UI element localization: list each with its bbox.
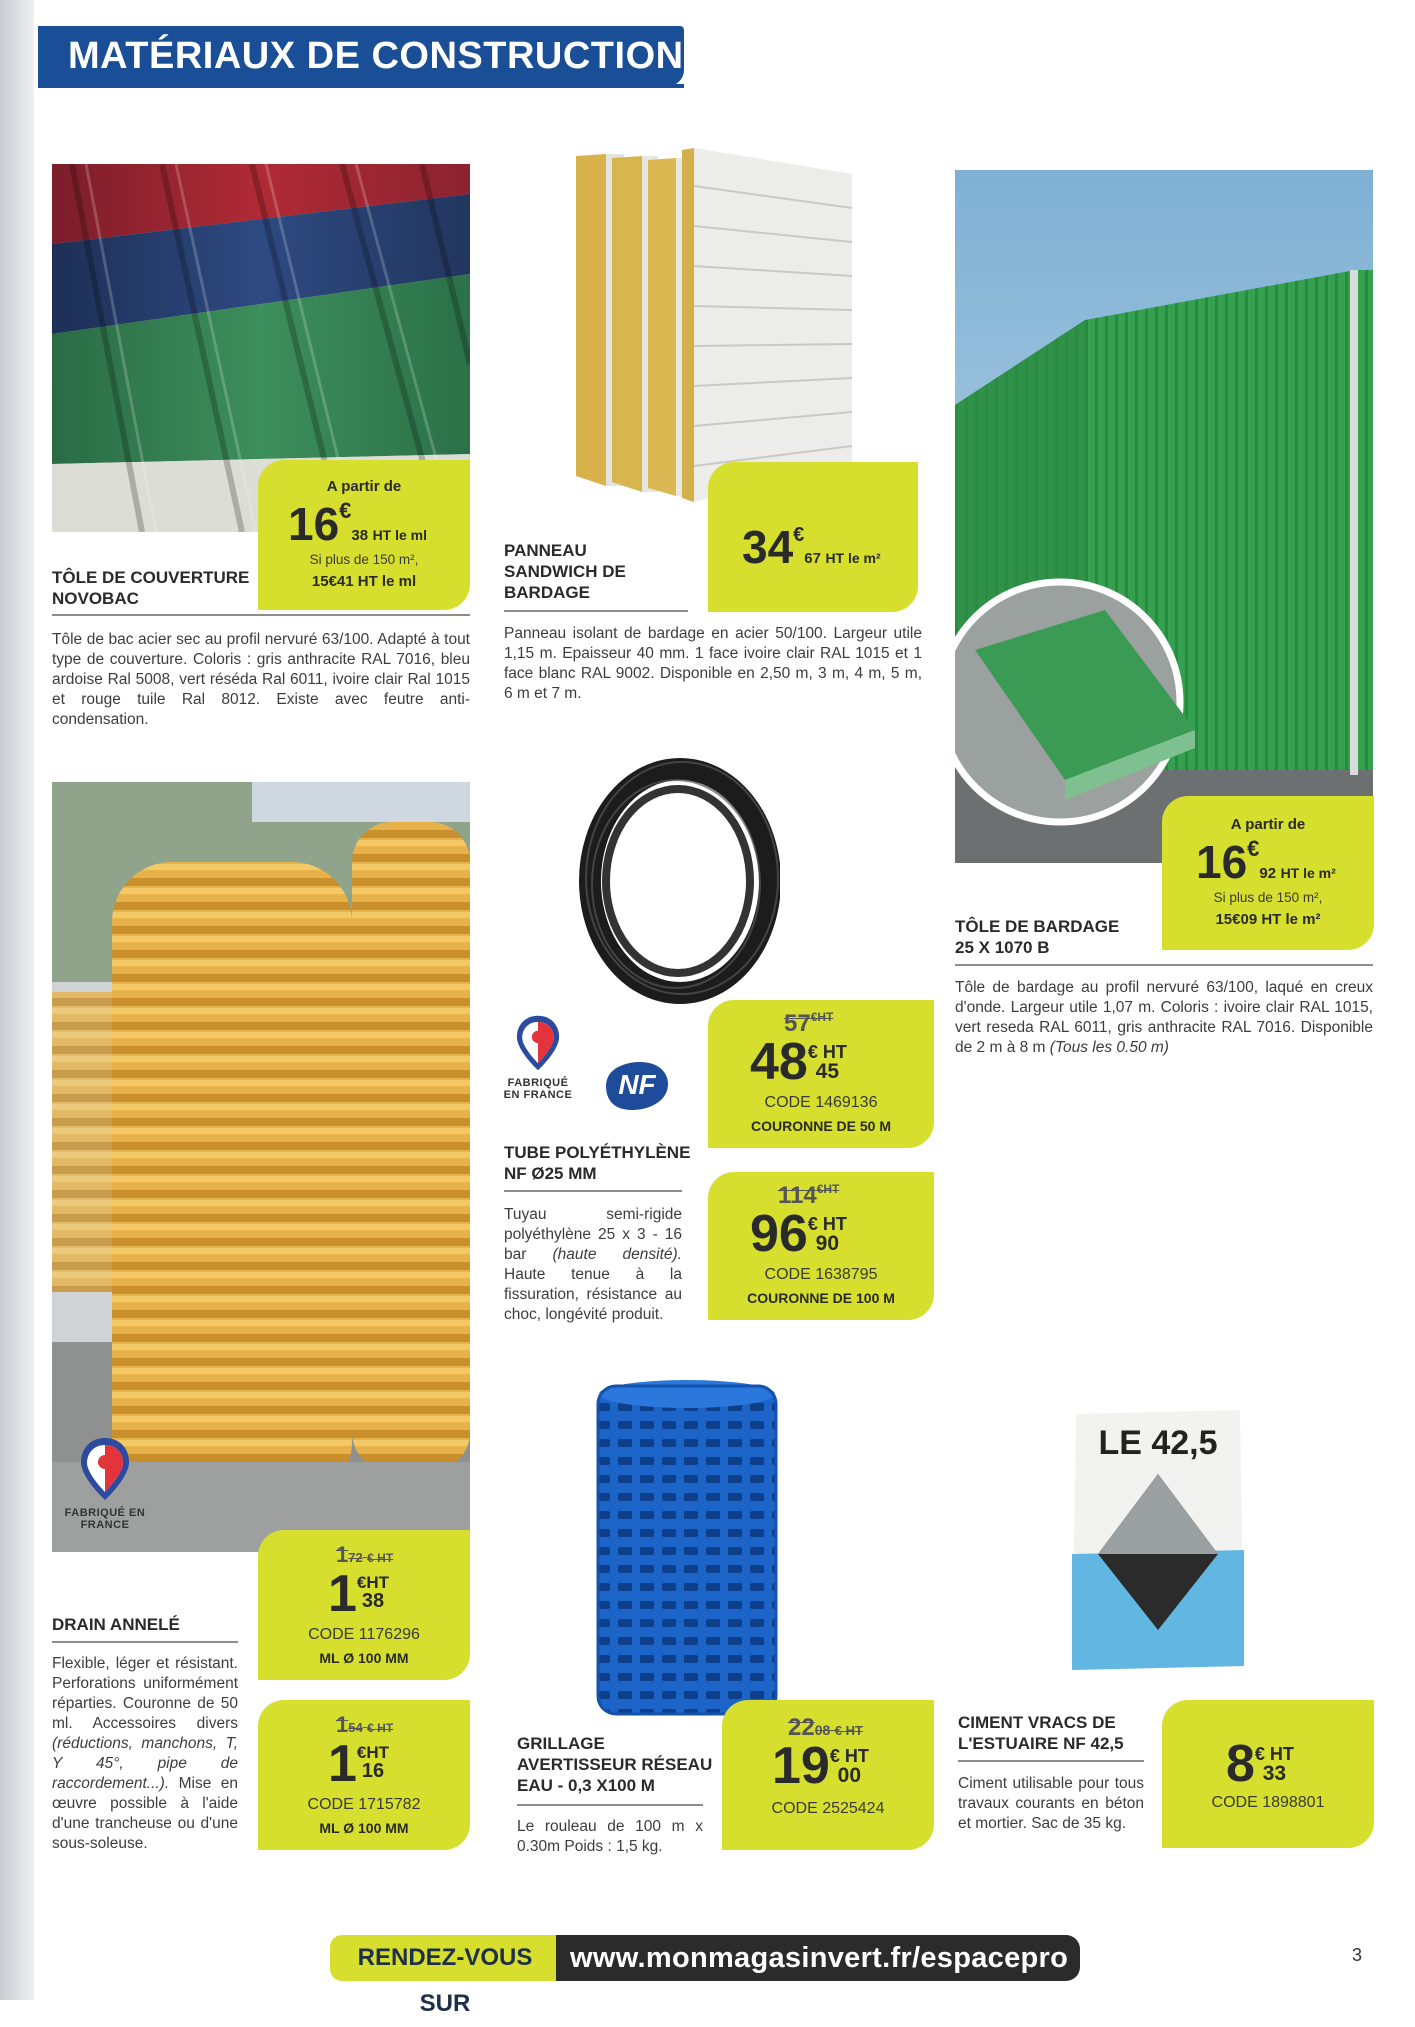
new-price: 19 € HT 00	[772, 1737, 869, 1795]
new-price: 8 € HT 33	[1226, 1735, 1294, 1793]
tole-bardage-title: TÔLE DE BARDAGE 25 X 1070 B	[955, 917, 1120, 957]
from-label: A partir de	[326, 478, 402, 495]
tole-couverture-price-badge	[258, 460, 470, 610]
location-pin-icon	[513, 1014, 563, 1072]
nf-logo: NF	[596, 1058, 672, 1114]
tube-pe-title: TUBE POLYÉTHYLÈNE NF Ø25 MM	[504, 1143, 691, 1183]
footer-banner	[330, 1935, 1080, 2017]
panneau-sandwich-title: PANNEAU SANDWICH DE BARDAGE	[504, 541, 626, 602]
drain-made-in-france: FABRIQUÉ EN FRANCE	[60, 1436, 150, 1531]
new-price: 1 €HT 38	[328, 1565, 390, 1623]
grillage-description: Le rouleau de 100 m x 0.30m Poids : 1,5 kg.	[517, 1818, 703, 1855]
location-pin-icon	[77, 1436, 133, 1502]
main-price: 16€92 HT le m²	[1196, 836, 1336, 888]
panneau-sandwich-description: Panneau isolant de bardage en acier 50/100. Largeur utile 1,15 m. Epaisseur 40 mm. 1 face ivoire clair RAL 1015 et 1 face blanc RAL 9002. Disponible en 2,50 m, 3 m, 4 m, 5 m, 6 m et 7 m.	[504, 625, 922, 702]
ciment-bag-photo	[1068, 1404, 1248, 1676]
bag-label: LE 42,5	[1098, 1424, 1218, 1462]
new-price: 96 € HT 90	[750, 1205, 847, 1263]
new-price: 1 €HT 16	[328, 1735, 390, 1793]
panneau-sandwich-price-badge	[708, 462, 918, 612]
tube-offer-2-badge	[708, 1172, 934, 1320]
grillage-photo	[592, 1380, 782, 1720]
tole-couverture-description: Tôle de bac acier sec au profil nervuré 63/100. Adapté à tout type de couverture. Coloris : gris anthracite RAL 7016, bleu ardoise Ral 5008, vert réséda Ral 6011, ivoire clair Ral 1015 et rouge tuile Ral 8012. Existe avec feutre anti-condensation.	[52, 631, 470, 728]
tube-offer-1-badge	[708, 1000, 934, 1148]
quantity-note: Si plus de 150 m²,	[1213, 890, 1323, 905]
product-size: ML Ø 100 MM	[319, 1820, 409, 1836]
tube-made-in-france: FABRIQUÉ EN FRANCE	[498, 1014, 578, 1101]
product-code: CODE 1176296	[308, 1626, 420, 1643]
main-price: 34€67 HT le m²	[742, 521, 881, 573]
quantity-note: Si plus de 150 m²,	[309, 552, 419, 567]
grillage-offer-badge	[722, 1700, 934, 1850]
product-code: CODE 1715782	[307, 1796, 421, 1813]
tole-bardage-photo	[955, 170, 1373, 863]
product-code: CODE 2525424	[771, 1800, 885, 1817]
drain-divider	[52, 1641, 238, 1643]
tube-pe-photo	[570, 756, 780, 1006]
old-price: 2208 € HT	[788, 1714, 863, 1741]
tole-bardage-price-badge	[1162, 796, 1374, 950]
product-code: CODE 1898801	[1211, 1794, 1325, 1811]
old-price: $114^{€HT}$	[778, 1182, 840, 1209]
drain-offer-1-badge	[258, 1530, 470, 1680]
bulk-price: 15€41 HT le ml	[311, 573, 417, 590]
grillage-divider	[517, 1804, 703, 1806]
tube-pe-description: Tuyau semi-rigide polyéthylène 25 x 3 - 16 bar (haute densité). Haute tenue à la fissuration, résistance au choc, longévité produit.	[504, 1206, 682, 1323]
page-number: 3	[1352, 1945, 1363, 1965]
product-size: COURONNE DE 100 M	[747, 1290, 895, 1306]
footer-url-link[interactable]: www.monmagasinvert.fr/espacepro	[556, 1935, 1080, 1981]
ciment-title: CIMENT VRACS DE L'ESTUAIRE NF 42,5	[958, 1713, 1124, 1753]
page-title: MATÉRIAUX DE CONSTRUCTION	[38, 26, 684, 86]
ciment-description: Ciment utilisable pour tous travaux courants en béton et mortier. Sac de 35 kg.	[958, 1775, 1144, 1832]
ciment-divider	[958, 1760, 1144, 1762]
tole-bardage-divider	[955, 964, 1373, 966]
product-code: CODE 1469136	[764, 1094, 878, 1111]
new-price: 48 € HT 45	[750, 1033, 847, 1091]
panneau-sandwich-divider	[504, 610, 688, 612]
old-price: 154 € HT	[336, 1712, 394, 1737]
product-size: COURONNE DE 50 M	[750, 1118, 892, 1134]
drain-description: Flexible, léger et résistant. Perforations uniformément réparties. Couronne de 50 ml. Accessoires divers (réductions, manchons, T, Y 45°, pipe de raccordement...). Mise en œuvre possible à l'aide d'une trancheuse ou d'une sous-soleuse.	[52, 1655, 238, 1852]
tole-couverture-title: TÔLE DE COUVERTURE NOVOBAC	[52, 568, 250, 608]
footer-label: RENDEZ-VOUS SUR	[330, 1935, 560, 1981]
tole-couverture-divider	[52, 614, 470, 616]
old-price: 172 € HT	[336, 1542, 394, 1567]
old-price: $57^{€HT}$	[784, 1010, 834, 1037]
product-size: ML Ø 100 MM	[319, 1650, 409, 1666]
ciment-offer-badge	[1162, 1700, 1374, 1848]
bulk-price: 15€09 HT le m²	[1215, 911, 1321, 928]
panneau-sandwich-photo	[566, 146, 856, 506]
product-code: CODE 1638795	[764, 1266, 878, 1283]
drain-offer-2-badge	[258, 1700, 470, 1850]
from-label: A partir de	[1230, 816, 1306, 833]
main-price: 16€38 HT le ml	[288, 498, 428, 550]
page-edge-shadow	[0, 0, 34, 2000]
drain-title: DRAIN ANNELÉ	[52, 1615, 180, 1634]
header-divider	[38, 84, 684, 88]
tube-pe-divider	[504, 1190, 682, 1192]
grillage-title: GRILLAGE AVERTISSEUR RÉSEAU EAU - 0,3 X100 M	[517, 1734, 713, 1795]
tole-bardage-description: Tôle de bardage au profil nervuré 63/100, laqué en creux d'onde. Largeur utile 1,07 m. Coloris : ivoire clair RAL 1015, vert reseda RAL 6011, gris anthracite RAL 7016. Disponible de 2 m à 8 m (Tous les 0.50 m)	[955, 979, 1373, 1056]
